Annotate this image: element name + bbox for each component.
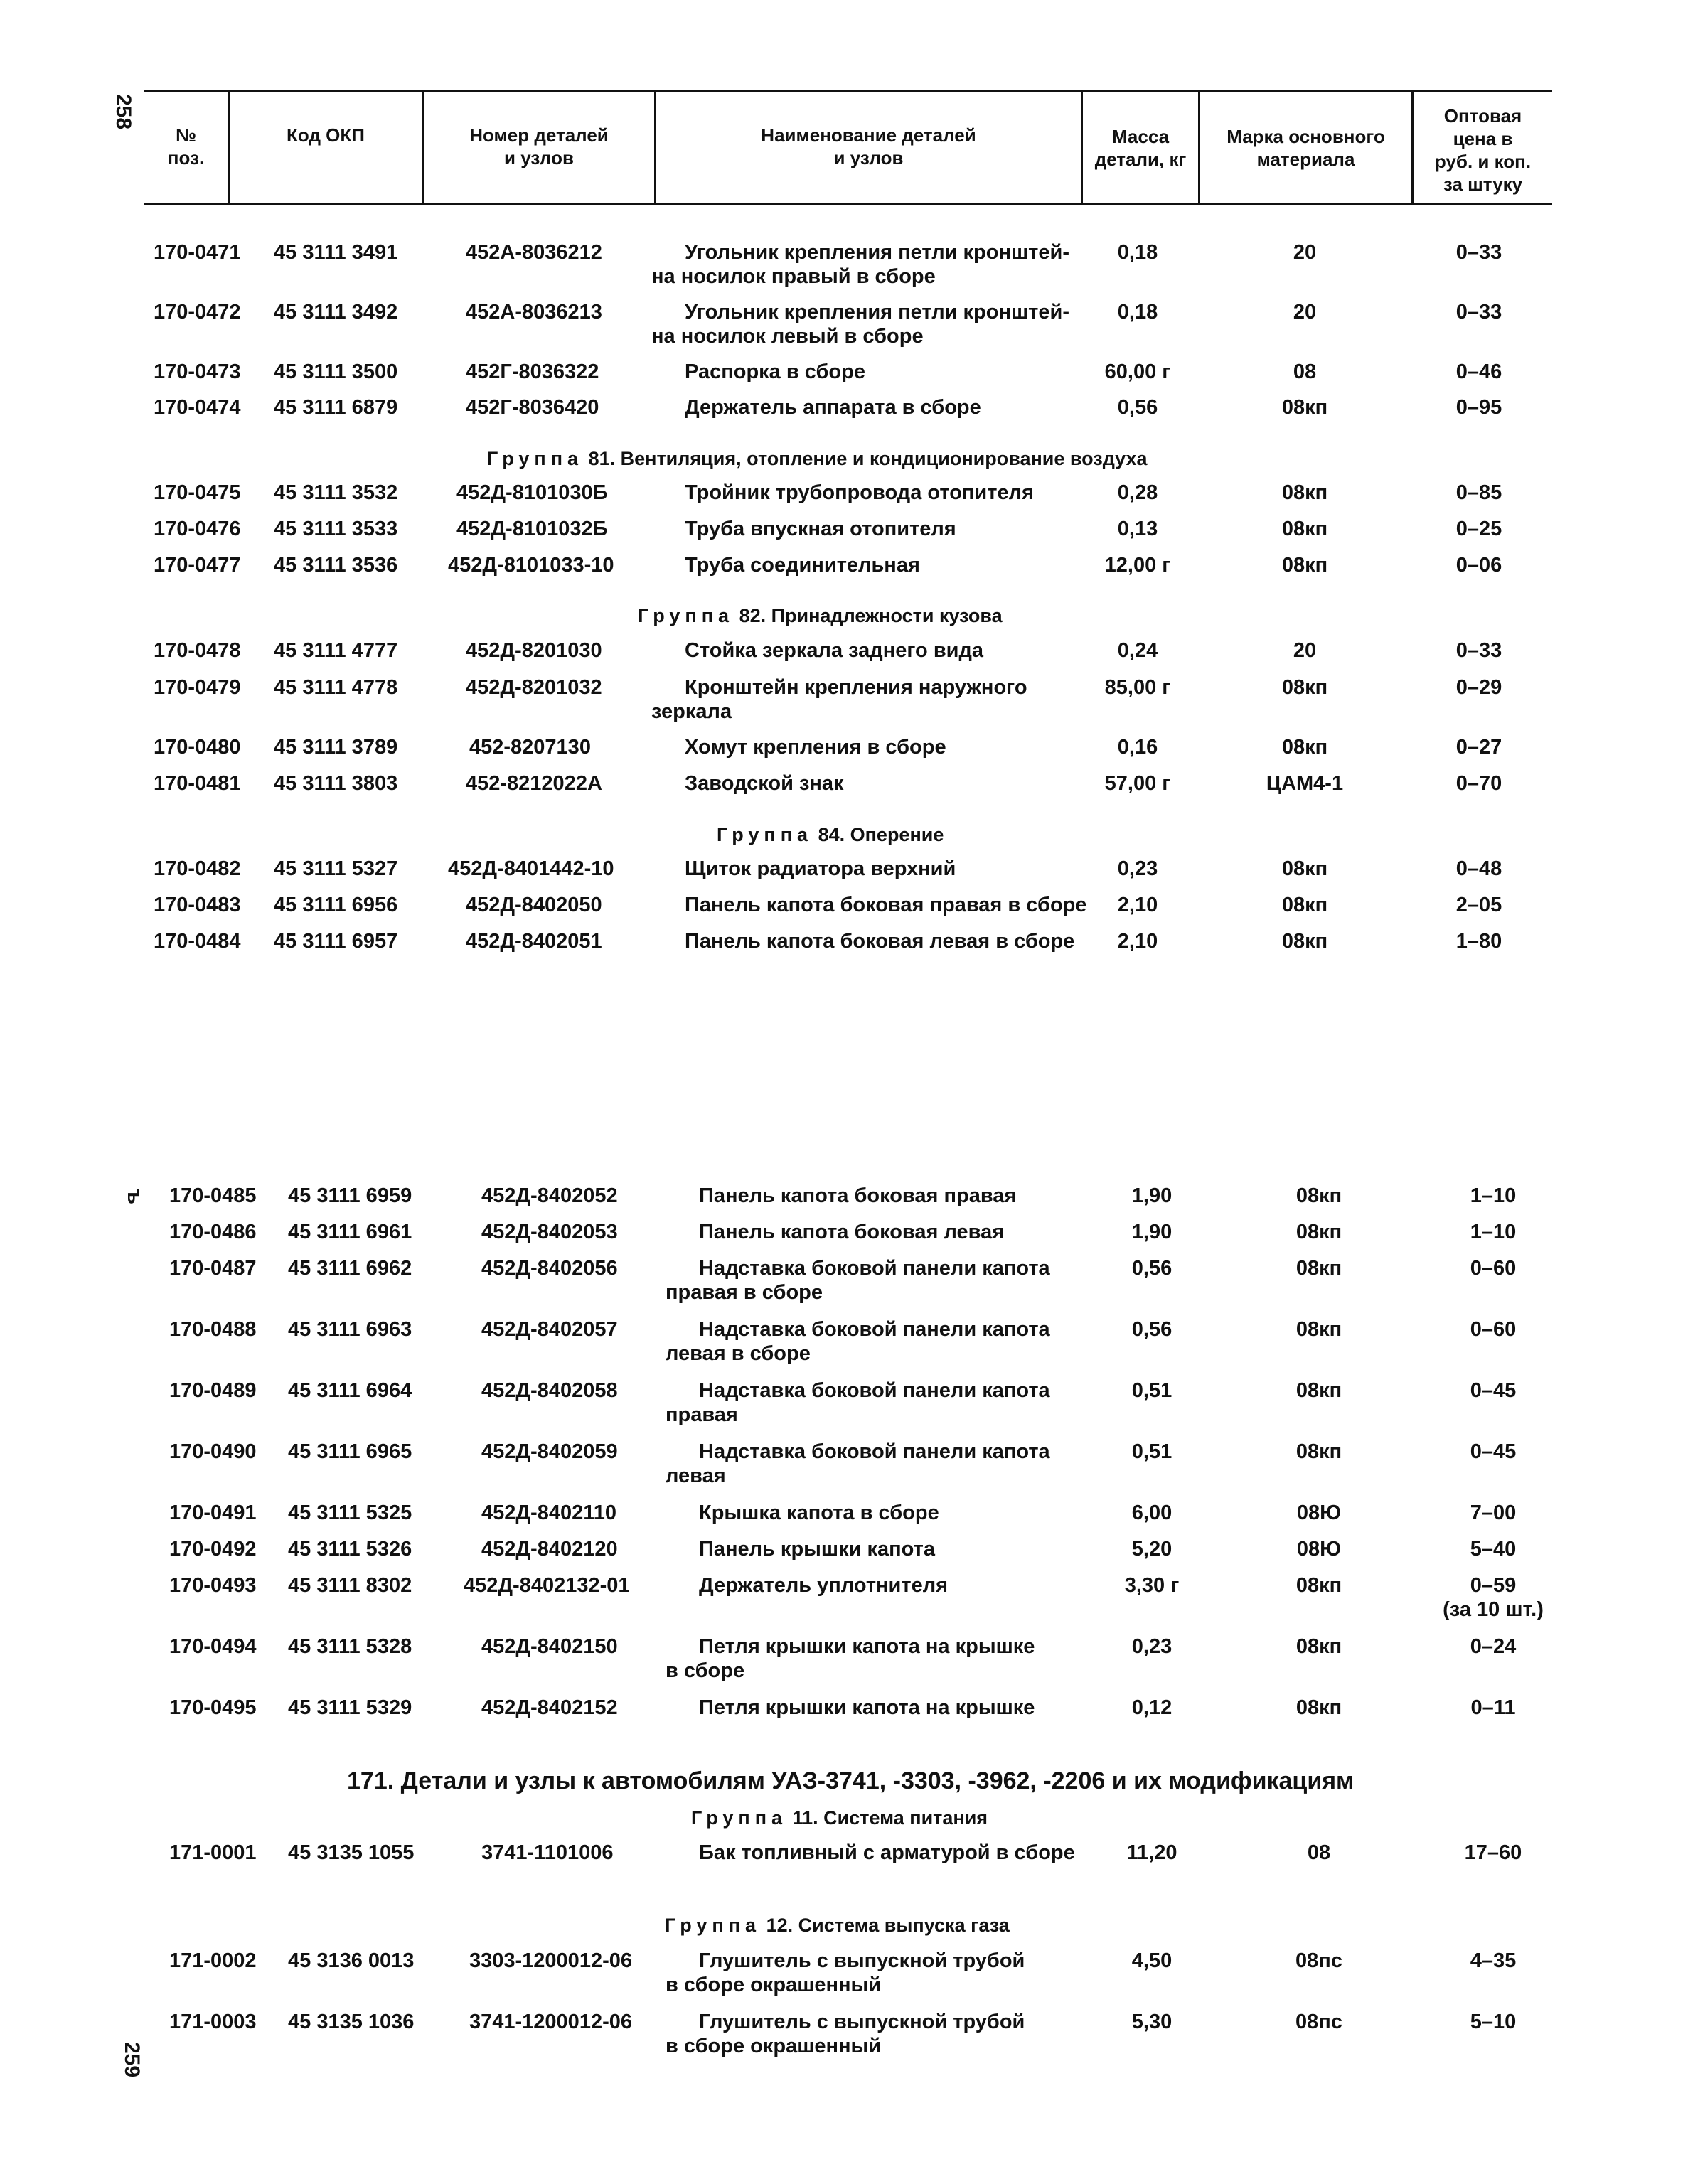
price-cell: 0–25 bbox=[1455, 518, 1502, 540]
part-cell: 3741-1101006 bbox=[481, 1841, 614, 1864]
mass-cell: 6,00 bbox=[1131, 1502, 1172, 1524]
price-cell: 0–60 bbox=[1470, 1318, 1517, 1341]
name-cell: Петля крышки капота на крышке bbox=[699, 1696, 1035, 1719]
pos-cell: 170-0478 bbox=[154, 639, 241, 662]
okp-cell: 45 3135 1036 bbox=[288, 2011, 415, 2033]
name-cell: Панель капота боковая правая bbox=[699, 1184, 1017, 1207]
pos-cell: 170-0485 bbox=[169, 1184, 257, 1207]
mass-cell: 0,23 bbox=[1131, 1635, 1172, 1658]
material-cell: 08кп bbox=[1295, 1574, 1342, 1597]
name-cell: Угольник крепления петли кронштей- bbox=[685, 241, 1069, 264]
name-cell: Панель крышки капота bbox=[699, 1538, 935, 1561]
material-cell: 08Ю bbox=[1296, 1502, 1342, 1524]
okp-cell: 45 3111 5328 bbox=[288, 1635, 412, 1658]
part-cell: 452Д-8401442-10 bbox=[448, 857, 614, 880]
mass-cell: 0,51 bbox=[1131, 1440, 1172, 1463]
name-cell: Панель капота боковая левая bbox=[699, 1221, 1005, 1243]
name-cell: Надставка боковой панели капота bbox=[699, 1318, 1050, 1341]
pos-cell: 170-0487 bbox=[169, 1257, 257, 1280]
name-cell-cont: зеркала bbox=[651, 700, 732, 723]
okp-cell: 45 3111 5327 bbox=[274, 857, 398, 880]
pos-cell: 170-0477 bbox=[154, 554, 241, 577]
pos-cell: 170-0472 bbox=[154, 301, 241, 323]
material-cell: 08кп bbox=[1295, 1257, 1342, 1280]
part-cell: 452Д-8402051 bbox=[466, 930, 602, 953]
part-cell: 3741-1200012-06 bbox=[469, 2011, 632, 2033]
name-cell: Труба соединительная bbox=[685, 554, 920, 577]
material-cell: 08кп bbox=[1295, 1696, 1342, 1719]
material-cell: 08 bbox=[1293, 360, 1317, 383]
pos-cell: 170-0486 bbox=[169, 1221, 257, 1243]
price-cell: 0–27 bbox=[1455, 736, 1502, 759]
name-cell: Держатель аппарата в сборе bbox=[685, 396, 981, 419]
price-cell: 0–33 bbox=[1455, 301, 1502, 323]
pos-cell: 170-0492 bbox=[169, 1538, 257, 1561]
price-cell: 2–05 bbox=[1455, 894, 1502, 916]
name-cell-cont: правая в сборе bbox=[666, 1281, 823, 1304]
okp-cell: 45 3135 1055 bbox=[288, 1841, 415, 1864]
name-cell: Тройник трубопровода отопителя bbox=[685, 481, 1034, 504]
name-cell: Надставка боковой панели капота bbox=[699, 1379, 1050, 1402]
part-cell: 452Д-8402059 bbox=[481, 1440, 618, 1463]
pos-cell: 171-0002 bbox=[169, 1949, 257, 1972]
mass-cell: 0,23 bbox=[1117, 857, 1158, 880]
mass-cell: 0,56 bbox=[1131, 1257, 1172, 1280]
mass-cell: 1,90 bbox=[1131, 1184, 1172, 1207]
name-cell: Кронштейн крепления наружного bbox=[685, 676, 1027, 699]
okp-cell: 45 3111 4778 bbox=[274, 676, 398, 699]
name-cell: Петля крышки капота на крышке bbox=[699, 1635, 1035, 1658]
material-cell: 08кп bbox=[1295, 1635, 1342, 1658]
price-cell: 0–45 bbox=[1470, 1440, 1517, 1463]
mass-cell: 60,00 г bbox=[1104, 360, 1171, 383]
pos-cell: 170-0495 bbox=[169, 1696, 257, 1719]
price-cell: 0–46 bbox=[1455, 360, 1502, 383]
part-cell: 452Г-8036322 bbox=[466, 360, 599, 383]
part-cell: 452Д-8402152 bbox=[481, 1696, 618, 1719]
mass-cell: 0,56 bbox=[1117, 396, 1158, 419]
okp-cell: 45 3111 6959 bbox=[288, 1184, 412, 1207]
part-cell: 452Д-8402053 bbox=[481, 1221, 618, 1243]
material-cell: 08пс bbox=[1295, 2011, 1342, 2033]
mass-cell: 0,56 bbox=[1131, 1318, 1172, 1341]
price-cell: 0–33 bbox=[1455, 639, 1502, 662]
header-material: Марка основного материала bbox=[1227, 126, 1385, 170]
okp-cell: 45 3111 3532 bbox=[274, 481, 398, 504]
material-cell: 08кп bbox=[1281, 554, 1328, 577]
material-cell: 08кп bbox=[1281, 930, 1328, 953]
header-part-number: Номер деталей и узлов bbox=[469, 124, 609, 168]
mass-cell: 0,12 bbox=[1131, 1696, 1172, 1719]
okp-cell: 45 3111 6964 bbox=[288, 1379, 412, 1402]
okp-cell: 45 3111 6879 bbox=[274, 396, 398, 419]
name-cell-cont: в сборе окрашенный bbox=[666, 2035, 882, 2057]
part-cell: 452-8207130 bbox=[469, 736, 591, 759]
part-cell: 452Д-8402120 bbox=[481, 1538, 618, 1561]
mass-cell: 0,18 bbox=[1117, 241, 1158, 264]
name-cell: Заводской знак bbox=[685, 772, 844, 795]
okp-cell: 45 3111 8302 bbox=[288, 1574, 412, 1597]
header-mass: Масса детали, кг bbox=[1094, 126, 1187, 170]
group-heading: Группа 84. Оперение bbox=[717, 824, 944, 845]
part-cell: 452Д-8402132-01 bbox=[464, 1574, 630, 1597]
pos-cell: 170-0491 bbox=[169, 1502, 257, 1524]
okp-cell: 45 3111 6957 bbox=[274, 930, 398, 953]
price-cell: 0–59 bbox=[1470, 1574, 1517, 1597]
name-cell: Глушитель с выпускной трубой bbox=[699, 2011, 1025, 2033]
price-cell: 0–85 bbox=[1455, 481, 1502, 504]
name-cell: Держатель уплотнителя bbox=[699, 1574, 949, 1597]
okp-cell: 45 3111 6962 bbox=[288, 1257, 412, 1280]
pos-cell: 170-0483 bbox=[154, 894, 241, 916]
price-cell: 0–24 bbox=[1470, 1635, 1517, 1658]
mass-cell: 57,00 г bbox=[1104, 772, 1171, 795]
group-heading: Группа 82. Принадлежности кузова bbox=[638, 605, 1003, 626]
name-cell: Надставка боковой панели капота bbox=[699, 1440, 1050, 1463]
mass-cell: 2,10 bbox=[1117, 930, 1158, 953]
price-cell: 5–10 bbox=[1470, 2011, 1517, 2033]
name-cell: Надставка боковой панели капота bbox=[699, 1257, 1050, 1280]
part-cell: 3303-1200012-06 bbox=[469, 1949, 632, 1972]
part-cell: 452Д-8402150 bbox=[481, 1635, 618, 1658]
pos-cell: 170-0489 bbox=[169, 1379, 257, 1402]
okp-cell: 45 3111 5329 bbox=[288, 1696, 412, 1719]
part-cell: 452Д-8101033-10 bbox=[448, 554, 614, 577]
part-cell: 452-8212022А bbox=[466, 772, 602, 795]
name-cell: Щиток радиатора верхний bbox=[685, 857, 956, 880]
material-cell: 20 bbox=[1293, 639, 1317, 662]
price-cell: 17–60 bbox=[1464, 1841, 1522, 1864]
part-cell: 452А-8036212 bbox=[466, 241, 602, 264]
price-cell: 0–95 bbox=[1455, 396, 1502, 419]
name-cell: Панель капота боковая правая в сборе bbox=[685, 894, 1087, 916]
section-heading: 171. Детали и узлы к автомобилям УАЗ-3741, -3303, -3962, -2206 и их модификациям bbox=[347, 1767, 1355, 1794]
okp-cell: 45 3111 3803 bbox=[274, 772, 398, 795]
material-cell: 20 bbox=[1293, 301, 1317, 323]
price-cell: 0–45 bbox=[1470, 1379, 1517, 1402]
name-cell: Хомут крепления в сборе bbox=[685, 736, 946, 759]
name-cell: Угольник крепления петли кронштей- bbox=[685, 301, 1069, 323]
mass-cell: 0,18 bbox=[1117, 301, 1158, 323]
price-cell: 5–40 bbox=[1470, 1538, 1517, 1561]
material-cell: 08 bbox=[1307, 1841, 1331, 1864]
mass-cell: 4,50 bbox=[1131, 1949, 1172, 1972]
mass-cell: 5,30 bbox=[1131, 2011, 1172, 2033]
okp-cell: 45 3111 6956 bbox=[274, 894, 398, 916]
okp-cell: 45 3111 6965 bbox=[288, 1440, 412, 1463]
price-cell: 0–60 bbox=[1470, 1257, 1517, 1280]
price-cell: 0–06 bbox=[1455, 554, 1502, 577]
part-cell: 452Д-8402050 bbox=[466, 894, 602, 916]
pos-cell: 170-0481 bbox=[154, 772, 241, 795]
name-cell-cont: в сборе окрашенный bbox=[666, 1974, 882, 1996]
price-note: (за 10 шт.) bbox=[1443, 1598, 1544, 1621]
pos-cell: 170-0484 bbox=[154, 930, 241, 953]
mass-cell: 0,28 bbox=[1117, 481, 1158, 504]
pos-cell: 170-0479 bbox=[154, 676, 241, 699]
pos-cell: 170-0473 bbox=[154, 360, 241, 383]
name-cell-cont: левая bbox=[666, 1465, 726, 1487]
part-cell: 452А-8036213 bbox=[466, 301, 602, 323]
header-price: Оптовая цена в руб. и коп. за штуку bbox=[1434, 105, 1532, 195]
name-cell: Распорка в сборе bbox=[685, 360, 865, 383]
pos-cell: 170-0490 bbox=[169, 1440, 257, 1463]
part-cell: 452Д-8402058 bbox=[481, 1379, 618, 1402]
okp-cell: 45 3111 3536 bbox=[274, 554, 398, 577]
mass-cell: 85,00 г bbox=[1104, 676, 1171, 699]
pos-cell: 170-0482 bbox=[154, 857, 241, 880]
pos-cell: 170-0476 bbox=[154, 518, 241, 540]
part-cell: 452Д-8402110 bbox=[481, 1502, 617, 1524]
price-cell: 7–00 bbox=[1470, 1502, 1517, 1524]
mass-cell: 3,30 г bbox=[1124, 1574, 1180, 1597]
price-cell: 0–48 bbox=[1455, 857, 1502, 880]
mass-cell: 5,20 bbox=[1131, 1538, 1172, 1561]
header-pos: № поз. bbox=[167, 124, 205, 168]
okp-cell: 45 3136 0013 bbox=[288, 1949, 415, 1972]
name-cell-cont: на носилок левый в сборе bbox=[651, 325, 924, 348]
okp-cell: 45 3111 6963 bbox=[288, 1318, 412, 1341]
name-cell-cont: на носилок правый в сборе bbox=[651, 265, 936, 288]
pos-cell: 170-0493 bbox=[169, 1574, 257, 1597]
material-cell: 08кп bbox=[1281, 518, 1328, 540]
material-cell: 08кп bbox=[1295, 1221, 1342, 1243]
material-cell: 08кп bbox=[1295, 1440, 1342, 1463]
pos-cell: 170-0475 bbox=[154, 481, 241, 504]
header-name: Наименование деталей и узлов bbox=[761, 124, 976, 168]
pos-cell: 170-0488 bbox=[169, 1318, 257, 1341]
mass-cell: 1,90 bbox=[1131, 1221, 1172, 1243]
material-cell: 08кп bbox=[1281, 894, 1328, 916]
okp-cell: 45 3111 3492 bbox=[274, 301, 398, 323]
mass-cell: 0,24 bbox=[1117, 639, 1158, 662]
name-cell-cont: в сборе bbox=[666, 1659, 745, 1682]
side-mark: ъ bbox=[122, 1189, 146, 1204]
material-cell: 08кп bbox=[1281, 676, 1328, 699]
price-cell: 1–10 bbox=[1470, 1184, 1517, 1207]
pos-cell: 171-0003 bbox=[169, 2011, 257, 2033]
group-heading: Группа 81. Вентиляция, отопление и кондиционирование воздуха bbox=[487, 448, 1148, 469]
material-cell: ЦАМ4-1 bbox=[1266, 772, 1344, 795]
okp-cell: 45 3111 3500 bbox=[274, 360, 398, 383]
name-cell: Глушитель с выпускной трубой bbox=[699, 1949, 1025, 1972]
header-okp: Код ОКП bbox=[287, 124, 365, 146]
price-cell: 0–70 bbox=[1455, 772, 1502, 795]
name-cell: Стойка зеркала заднего вида bbox=[685, 639, 984, 662]
mass-cell: 11,20 bbox=[1126, 1841, 1177, 1864]
part-cell: 452Д-8101030Б bbox=[456, 481, 608, 504]
okp-cell: 45 3111 6961 bbox=[288, 1221, 412, 1243]
name-cell-cont: правая bbox=[666, 1403, 738, 1426]
mass-cell: 2,10 bbox=[1117, 894, 1158, 916]
price-cell: 0–29 bbox=[1455, 676, 1502, 699]
page-number-bottom: 259 bbox=[120, 2041, 144, 2078]
group-heading: Группа 11. Система питания bbox=[691, 1807, 988, 1829]
part-cell: 452Д-8402057 bbox=[481, 1318, 618, 1341]
pos-cell: 170-0471 bbox=[154, 241, 241, 264]
mass-cell: 0,13 bbox=[1117, 518, 1158, 540]
price-cell: 4–35 bbox=[1470, 1949, 1517, 1972]
okp-cell: 45 3111 3491 bbox=[274, 241, 398, 264]
name-cell-cont: левая в сборе bbox=[666, 1342, 811, 1365]
material-cell: 20 bbox=[1293, 241, 1317, 264]
mass-cell: 12,00 г bbox=[1104, 554, 1171, 577]
pos-cell: 171-0001 bbox=[169, 1841, 257, 1864]
part-cell: 452Д-8402052 bbox=[481, 1184, 618, 1207]
name-cell: Труба впускная отопителя bbox=[685, 518, 956, 540]
mass-cell: 0,51 bbox=[1131, 1379, 1172, 1402]
pos-cell: 170-0494 bbox=[169, 1635, 257, 1658]
part-cell: 452Д-8101032Б bbox=[456, 518, 608, 540]
group-heading: Группа 12. Система выпуска газа bbox=[665, 1915, 1010, 1936]
mass-cell: 0,16 bbox=[1117, 736, 1158, 759]
okp-cell: 45 3111 5326 bbox=[288, 1538, 412, 1561]
pos-cell: 170-0474 bbox=[154, 396, 241, 419]
name-cell: Крышка капота в сборе bbox=[699, 1502, 939, 1524]
price-cell: 1–80 bbox=[1455, 930, 1502, 953]
price-cell: 0–33 bbox=[1455, 241, 1502, 264]
page-number-top: 258 bbox=[112, 93, 136, 130]
part-cell: 452Д-8201032 bbox=[466, 676, 602, 699]
material-cell: 08кп bbox=[1281, 736, 1328, 759]
part-cell: 452Г-8036420 bbox=[466, 396, 599, 419]
material-cell: 08кп bbox=[1281, 396, 1328, 419]
material-cell: 08кп bbox=[1281, 481, 1328, 504]
name-cell: Бак топливный с арматурой в сборе bbox=[699, 1841, 1075, 1864]
price-cell: 0–11 bbox=[1470, 1696, 1516, 1719]
name-cell: Панель капота боковая левая в сборе bbox=[685, 930, 1075, 953]
part-cell: 452Д-8201030 bbox=[466, 639, 602, 662]
material-cell: 08кп bbox=[1295, 1318, 1342, 1341]
okp-cell: 45 3111 4777 bbox=[274, 639, 398, 662]
material-cell: 08кп bbox=[1295, 1379, 1342, 1402]
okp-cell: 45 3111 3789 bbox=[274, 736, 398, 759]
part-cell: 452Д-8402056 bbox=[481, 1257, 618, 1280]
pos-cell: 170-0480 bbox=[154, 736, 241, 759]
material-cell: 08кп bbox=[1281, 857, 1328, 880]
okp-cell: 45 3111 5325 bbox=[288, 1502, 412, 1524]
okp-cell: 45 3111 3533 bbox=[274, 518, 398, 540]
price-cell: 1–10 bbox=[1470, 1221, 1517, 1243]
material-cell: 08пс bbox=[1295, 1949, 1342, 1972]
material-cell: 08Ю bbox=[1296, 1538, 1342, 1561]
material-cell: 08кп bbox=[1295, 1184, 1342, 1207]
